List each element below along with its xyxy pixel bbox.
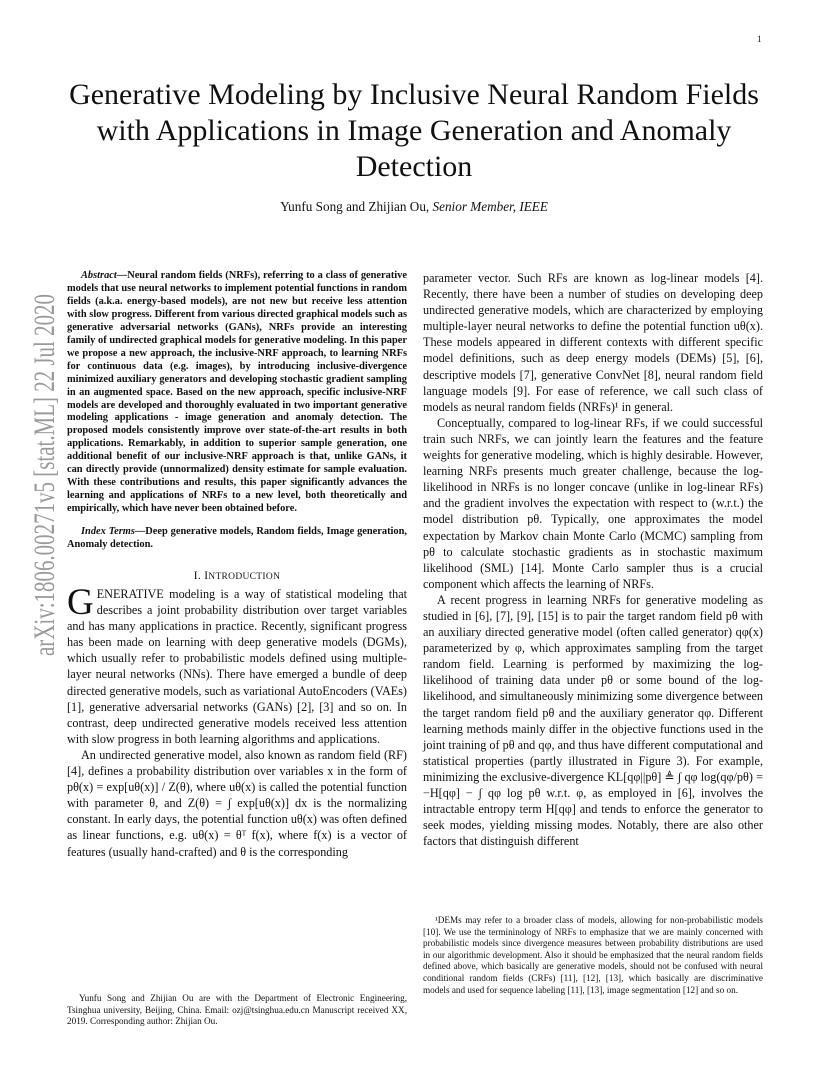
index-terms-label: Index Terms [81, 526, 135, 538]
abstract [67, 270, 407, 516]
arxiv-stamp [22, 290, 64, 660]
paper-title: Generative Modeling by Inclusive Neural Random Fields with Applications in Image Generation and Anomaly Detection [69, 78, 759, 183]
affiliation-footnote: Yunfu Song and Zhijian Ou are with the Department of Electronic Engineering, Tsinghua university, Beijing, China. Email: ozj@tsinghua.edu.cn Manuscript received XX, 2019. Corresponding author: Zhijian Ou. [67, 993, 407, 1027]
section-number: I. [193, 570, 205, 583]
intro-paragraph-1-text: ENERATIVE modeling is a way of statistical modeling that describes a joint probability distribution over target variables and has many applications in practice. Recently, significant progress has been made on learning with deep generative models (DGMs), which usually refer to probabilistic models defined using multiple-layer neural networks (NNs). There have emerged a bundle of deep directed generative models, such as variational AutoEncoders (VAEs) [1], generative adversarial networks (GANs) [2], [3] and so on. In contrast, deep undirected generative models received less attention with slow progress in both learning algorithms and applications. [67, 587, 407, 746]
right-column [423, 270, 763, 849]
intro-paragraph-2: An undirected generative model, also known as random field (RF) [4], defines a probability distribution over variables x in the form of pθ(x) = exp[uθ(x)] / Z(θ), where uθ(x) is called the potential function with parameter θ, and Z(θ) = ∫ exp[uθ(x)] dx is the normalizing constant. In early days, the potential function uθ(x) was often defined as linear functions, e.g. uθ(x) = θᵀ f(x), where f(x) is a vector of features (usually hand-crafted) and θ is the corresponding [67, 747, 407, 859]
right-paragraph-1: parameter vector. Such RFs are known as log-linear models [4]. Recently, there have been a number of studies on developing deep undirected generative models, which are characterized by employing multiple-layer neural networks to define the potential function uθ(x). These models appeared in different contexts with different specific model definitions, such as deep energy models (DEMs) [5], [6], descriptive models [7], generative ConvNet [8], neural random field language models [9]. For ease of reference, we call such class of models as neural random fields (NRFs)¹ in general. [423, 271, 763, 414]
abstract-label: Abstract [81, 270, 117, 281]
author-line [60, 199, 768, 215]
section-heading-introduction [67, 570, 407, 582]
right-paragraph-3: A recent progress in learning NRFs for generative modeling as studied in [6], [7], [9], [15] is to pair the target random field pθ with an auxiliary directed generative model (often called generator) qφ(x) parameterized by φ, which approximates sampling from the target random field. Learning is performed by maximizing the log-likelihood of training data under pθ or some bound of the log-likelihood, and simultaneously minimizing some divergence between the target random field pθ and the auxiliary generator qφ. Different learning methods mainly differ in the objective functions used in the joint training of pθ and qφ, and thus have different computational and statistical properties (partly illustrated in Figure 3). For example, minimizing the exclusive-divergence KL[qφ||pθ] ≜ ∫ qφ log(qφ/pθ) = −H[qφ] − ∫ qφ log pθ w.r.t. φ, as employed in [6], involves the intractable entropy term H[qφ] and tends to enforce the generator to seek modes, yielding missing modes. Notably, there are also other factors that distinguish different [423, 592, 763, 849]
drop-cap: G [67, 582, 94, 624]
index-terms [67, 526, 407, 552]
arxiv-stamp-graphic [22, 290, 64, 660]
left-column [67, 270, 407, 860]
index-terms-text: —Deep generative models, Random fields, Image generation, Anomaly detection. [67, 526, 407, 551]
abstract-text: —Neural random fields (NRFs), referring to a class of generative models that use neural networks to implement potential functions in random fields (a.k.a. energy-based models), are not new but receive less attention with slow progress. Different from various directed graphical models such as generative adversarial networks (GANs), NRFs provide an interesting family of undirected graphical models for generative modeling. In this paper we propose a new approach, the inclusive-NRF approach, to learning NRFs for continuous data (e.g. images), by introducing inclusive-divergence minimized auxiliary generators and developing stochastic gradient sampling in an augmented space. Based on the new approach, specific inclusive-NRF models are developed and thoroughly evaluated in two important generative modeling applications - image generation and anomaly detection. The proposed models consistently improve over state-of-the-art results in both applications. Remarkably, in addition to superior sample generation, one additional benefit of our inclusive-NRF approach is that, unlike GANs, it can directly provide (unnormalized) density estimate for sample evaluation. With these contributions and results, this paper significantly advances the learning and applications of NRFs to a new level, both theoretically and empirically, which have never been obtained before. [67, 270, 407, 515]
section-title-rest: NTRODUCTION [208, 572, 281, 583]
right-paragraph-2: Conceptually, compared to log-linear RFs, if we could successful train such NRFs, we can jointly learn the features and the feature weights for generative modeling, which is highly desirable. However, learning NRFs presents much greater challenge, because the log-likelihood in NRFs is no longer concave (unlike in log-linear RFs) and the gradient involves the expectation with respect to (w.r.t.) the model distribution pθ. Typically, one approximates the model expectation by Markov chain Monte Carlo (MCMC) sampling from pθ to calculate stochastic gradients as in stochastic maximum likelihood (SML) [14]. Monte Carlo sampler thus is a crucial component which affects the learning of NRFs. [423, 415, 763, 591]
page-number: 1 [757, 34, 762, 44]
section-initial: I [204, 570, 209, 583]
intro-paragraph-1 [67, 582, 407, 747]
author-names: Yunfu Song and Zhijian Ou, [280, 199, 430, 214]
arxiv-stamp-text: arXiv:1806.00271v5 [stat.ML] 22 Jul 2020 [28, 290, 61, 656]
footnote-1: ¹DEMs may refer to a broader class of models, allowing for non-probabilistic models [10]. We use the termininology of NRFs to emphasize that we are mainly concerned with probabilistic models since divergence measures between probability distributions are used in our algorithmic development. Also it should be emphasized that the neural random fields defined above, which basically are generative models, should not be confused with neural conditional random fields (CRFs) [11], [12], [13], which basically are discriminative models and used for sequence labeling [11], [13], image segmentation [12] and so on. [423, 915, 763, 995]
author-role: Senior Member, IEEE [432, 199, 548, 214]
